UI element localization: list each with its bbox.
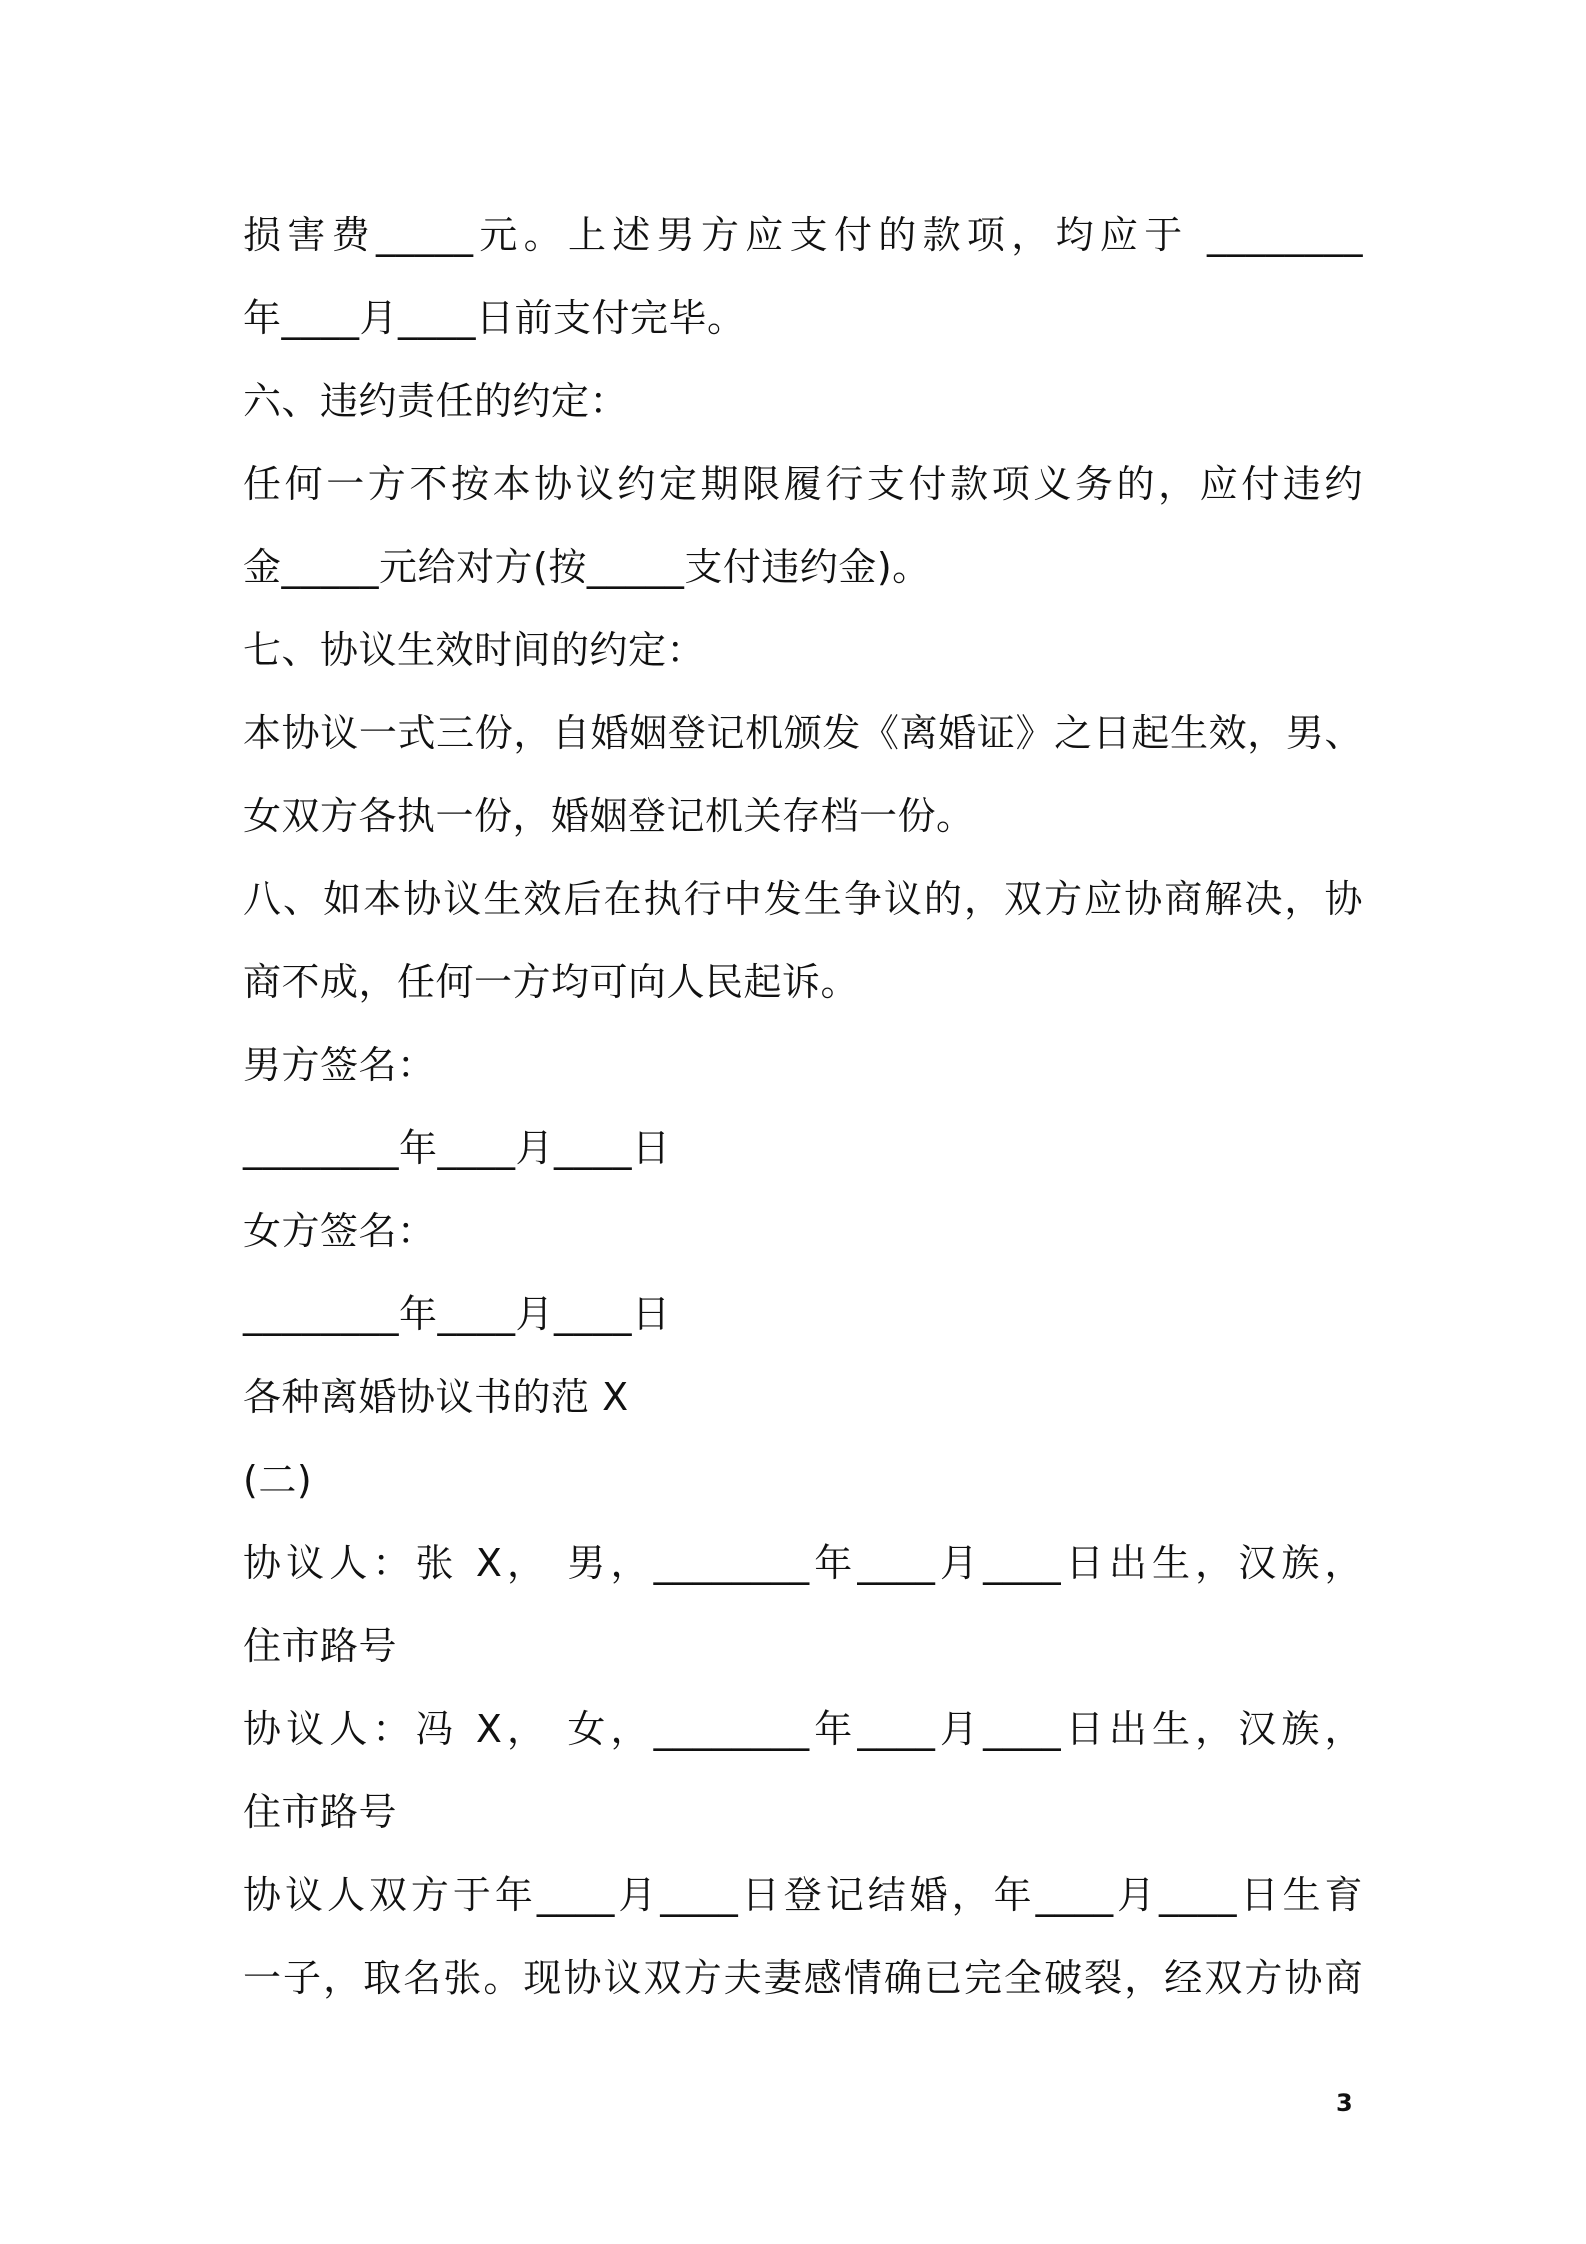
text-line: 女双方各执一份，婚姻登记机关存档一份。 bbox=[243, 794, 975, 838]
text-line: 一子，取名张。现协议双方夫妻感情确已完全破裂，经双方协商 bbox=[243, 1956, 1363, 2000]
party-line: 协议人：冯 X， 女，________年____月____日出生，汉族， bbox=[243, 1707, 1363, 1751]
text-line: 金_____元给对方(按_____支付违约金)。 bbox=[243, 545, 931, 589]
text-line: 协议人双方于年____月____日登记结婚，年____月____日生育 bbox=[243, 1873, 1363, 1917]
document-body bbox=[243, 200, 1363, 2026]
text-line: 商不成，任何一方均可向人民起诉。 bbox=[243, 960, 860, 1004]
signature-label-male: 男方签名： bbox=[243, 1043, 436, 1087]
text-line: 本协议一式三份，自婚姻登记机颁发《离婚证》之日起生效，男、 bbox=[243, 711, 1363, 755]
text-line: 八、如本协议生效后在执行中发生争议的，双方应协商解决，协 bbox=[243, 877, 1363, 921]
text-line: 损害费_____元。上述男方应支付的款项，均应于 ________ bbox=[243, 213, 1363, 257]
page-number: 3 bbox=[1336, 2089, 1353, 2117]
party-line: 协议人：张 X， 男，________年____月____日出生，汉族， bbox=[243, 1541, 1363, 1585]
date-blank: ________年____月____日 bbox=[243, 1292, 671, 1336]
section-heading: 七、协议生效时间的约定： bbox=[243, 628, 706, 672]
address-line: 住市路号 bbox=[243, 1624, 398, 1668]
text-line: 任何一方不按本协议约定期限履行支付款项义务的，应付违约 bbox=[243, 462, 1363, 506]
date-blank: ________年____月____日 bbox=[243, 1126, 671, 1170]
signature-label-female: 女方签名： bbox=[243, 1209, 436, 1253]
address-line: 住市路号 bbox=[243, 1790, 398, 1834]
text-line: 年____月____日前支付完毕。 bbox=[243, 296, 746, 340]
section-heading: 六、违约责任的约定： bbox=[243, 379, 629, 423]
document-subtitle: 各种离婚协议书的范 X bbox=[243, 1375, 629, 1419]
section-number: (二) bbox=[243, 1458, 313, 1502]
